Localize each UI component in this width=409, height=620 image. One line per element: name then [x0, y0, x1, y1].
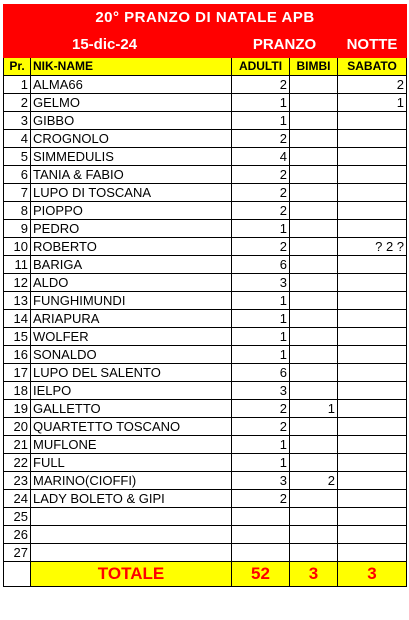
bimbi-cell[interactable]: 1 — [290, 400, 338, 418]
col-header-bimbi[interactable]: BIMBI — [290, 58, 338, 76]
adulti-cell[interactable]: 2 — [232, 166, 290, 184]
row-number-cell[interactable]: 25 — [4, 508, 31, 526]
notte-label[interactable]: NOTTE — [338, 32, 407, 58]
adulti-cell[interactable]: 2 — [232, 184, 290, 202]
table-row — [4, 76, 407, 94]
sabato-cell[interactable] — [338, 454, 407, 472]
title-row — [4, 5, 407, 32]
table-row — [4, 328, 407, 346]
row-number-cell[interactable]: 23 — [4, 472, 31, 490]
row-number-cell[interactable]: 26 — [4, 526, 31, 544]
table-row — [4, 274, 407, 292]
row-number-cell[interactable]: 8 — [4, 202, 31, 220]
table-row — [4, 526, 407, 544]
bimbi-cell[interactable] — [290, 544, 338, 562]
pranzo-label[interactable]: PRANZO — [232, 32, 338, 58]
sabato-cell[interactable] — [338, 382, 407, 400]
bimbi-cell[interactable] — [290, 238, 338, 256]
sabato-cell[interactable] — [338, 274, 407, 292]
row-number-cell[interactable]: 14 — [4, 310, 31, 328]
row-number-cell[interactable]: 24 — [4, 490, 31, 508]
adulti-cell[interactable]: 3 — [232, 274, 290, 292]
event-title[interactable]: 20° PRANZO DI NATALE APB — [4, 5, 407, 32]
adulti-cell[interactable]: 6 — [232, 364, 290, 382]
nickname-cell[interactable]: TANIA & FABIO — [31, 166, 232, 184]
table-row — [4, 220, 407, 238]
sabato-cell[interactable]: 1 — [338, 94, 407, 112]
bimbi-cell[interactable] — [290, 508, 338, 526]
row-number-cell[interactable]: 22 — [4, 454, 31, 472]
adulti-cell[interactable] — [232, 508, 290, 526]
sabato-cell[interactable]: ? 2 ? — [338, 238, 407, 256]
row-number-cell[interactable]: 3 — [4, 112, 31, 130]
adulti-cell[interactable]: 1 — [232, 436, 290, 454]
nickname-cell[interactable]: GELMO — [31, 94, 232, 112]
bimbi-cell[interactable] — [290, 94, 338, 112]
adulti-cell[interactable]: 2 — [232, 130, 290, 148]
adulti-cell[interactable]: 1 — [232, 346, 290, 364]
total-adulti[interactable]: 52 — [232, 562, 290, 587]
nickname-cell[interactable] — [31, 544, 232, 562]
totals-label[interactable]: TOTALE — [31, 562, 232, 587]
col-header-sabato[interactable]: SABATO — [338, 58, 407, 76]
sabato-cell[interactable] — [338, 544, 407, 562]
table-row — [4, 166, 407, 184]
nickname-cell[interactable]: MUFLONE — [31, 436, 232, 454]
row-number-cell[interactable]: 17 — [4, 364, 31, 382]
row-number-cell[interactable]: 18 — [4, 382, 31, 400]
adulti-cell[interactable]: 3 — [232, 382, 290, 400]
table-row — [4, 94, 407, 112]
adulti-cell[interactable]: 2 — [232, 400, 290, 418]
nickname-cell[interactable]: WOLFER — [31, 328, 232, 346]
bimbi-cell[interactable] — [290, 76, 338, 94]
row-number-cell[interactable]: 9 — [4, 220, 31, 238]
nickname-cell[interactable]: LADY BOLETO & GIPI — [31, 490, 232, 508]
table-row — [4, 436, 407, 454]
sabato-cell[interactable] — [338, 508, 407, 526]
sabato-cell[interactable] — [338, 292, 407, 310]
row-number-cell[interactable]: 13 — [4, 292, 31, 310]
sabato-cell[interactable] — [338, 526, 407, 544]
sabato-cell[interactable] — [338, 112, 407, 130]
adulti-cell[interactable]: 2 — [232, 76, 290, 94]
event-date[interactable]: 15-dic-24 — [4, 32, 232, 58]
nickname-cell[interactable]: QUARTETTO TOSCANO — [31, 418, 232, 436]
sabato-cell[interactable] — [338, 256, 407, 274]
nickname-cell[interactable]: GIBBO — [31, 112, 232, 130]
sabato-cell[interactable] — [338, 364, 407, 382]
adulti-cell[interactable]: 1 — [232, 292, 290, 310]
bimbi-cell[interactable] — [290, 256, 338, 274]
adulti-cell[interactable]: 2 — [232, 202, 290, 220]
nickname-cell[interactable]: LUPO DEL SALENTO — [31, 364, 232, 382]
bimbi-cell[interactable] — [290, 418, 338, 436]
bimbi-cell[interactable] — [290, 454, 338, 472]
column-header-row — [4, 58, 407, 76]
adulti-cell[interactable] — [232, 526, 290, 544]
table-row — [4, 148, 407, 166]
nickname-cell[interactable]: FULL — [31, 454, 232, 472]
nickname-cell[interactable]: CROGNOLO — [31, 130, 232, 148]
sabato-cell[interactable] — [338, 346, 407, 364]
table-row — [4, 472, 407, 490]
adulti-cell[interactable]: 1 — [232, 94, 290, 112]
adulti-cell[interactable]: 1 — [232, 220, 290, 238]
table-row — [4, 310, 407, 328]
nickname-cell[interactable]: ALMA66 — [31, 76, 232, 94]
row-number-cell[interactable]: 6 — [4, 166, 31, 184]
nickname-cell[interactable]: IELPO — [31, 382, 232, 400]
row-number-cell[interactable]: 21 — [4, 436, 31, 454]
sabato-cell[interactable] — [338, 130, 407, 148]
total-sabato[interactable]: 3 — [338, 562, 407, 587]
bimbi-cell[interactable] — [290, 166, 338, 184]
sabato-cell[interactable] — [338, 202, 407, 220]
bimbi-cell[interactable] — [290, 346, 338, 364]
table-row — [4, 184, 407, 202]
row-number-cell[interactable]: 19 — [4, 400, 31, 418]
table-row — [4, 544, 407, 562]
table-row — [4, 256, 407, 274]
nickname-cell[interactable]: PIOPPO — [31, 202, 232, 220]
sabato-cell[interactable]: 2 — [338, 76, 407, 94]
table-row — [4, 202, 407, 220]
table-row — [4, 418, 407, 436]
sabato-cell[interactable] — [338, 310, 407, 328]
table-row — [4, 400, 407, 418]
row-number-cell[interactable]: 15 — [4, 328, 31, 346]
bimbi-cell[interactable]: 2 — [290, 472, 338, 490]
total-bimbi[interactable]: 3 — [290, 562, 338, 587]
row-number-cell[interactable]: 2 — [4, 94, 31, 112]
nickname-cell[interactable]: SONALDO — [31, 346, 232, 364]
bimbi-cell[interactable] — [290, 436, 338, 454]
sabato-cell[interactable] — [338, 166, 407, 184]
bimbi-cell[interactable] — [290, 274, 338, 292]
table-row — [4, 238, 407, 256]
row-number-cell[interactable]: 16 — [4, 346, 31, 364]
row-number-cell[interactable]: 27 — [4, 544, 31, 562]
nickname-cell[interactable]: ARIAPURA — [31, 310, 232, 328]
table-row — [4, 364, 407, 382]
sabato-cell[interactable] — [338, 472, 407, 490]
adulti-cell[interactable]: 2 — [232, 238, 290, 256]
nickname-cell[interactable]: SIMMEDULIS — [31, 148, 232, 166]
table-row — [4, 382, 407, 400]
table-row — [4, 508, 407, 526]
sabato-cell[interactable] — [338, 400, 407, 418]
sabato-cell[interactable] — [338, 418, 407, 436]
nickname-cell[interactable]: ALDO — [31, 274, 232, 292]
participants-table — [3, 4, 407, 587]
table-row — [4, 292, 407, 310]
bimbi-cell[interactable] — [290, 202, 338, 220]
sabato-cell[interactable] — [338, 328, 407, 346]
bimbi-cell[interactable] — [290, 526, 338, 544]
totals-row — [4, 562, 407, 587]
sabato-cell[interactable] — [338, 436, 407, 454]
bimbi-cell[interactable] — [290, 328, 338, 346]
bimbi-cell[interactable] — [290, 130, 338, 148]
adulti-cell[interactable]: 1 — [232, 454, 290, 472]
spreadsheet — [3, 4, 406, 587]
bimbi-cell[interactable] — [290, 490, 338, 508]
table-row — [4, 130, 407, 148]
nickname-cell[interactable] — [31, 508, 232, 526]
row-number-cell[interactable]: 4 — [4, 130, 31, 148]
bimbi-cell[interactable] — [290, 310, 338, 328]
nickname-cell[interactable]: BARIGA — [31, 256, 232, 274]
sabato-cell[interactable] — [338, 220, 407, 238]
row-number-cell[interactable]: 10 — [4, 238, 31, 256]
nickname-cell[interactable]: FUNGHIMUNDI — [31, 292, 232, 310]
adulti-cell[interactable]: 1 — [232, 310, 290, 328]
sabato-cell[interactable] — [338, 490, 407, 508]
adulti-cell[interactable]: 1 — [232, 112, 290, 130]
sabato-cell[interactable] — [338, 184, 407, 202]
row-number-cell[interactable]: 7 — [4, 184, 31, 202]
bimbi-cell[interactable] — [290, 112, 338, 130]
table-row — [4, 112, 407, 130]
col-header-pr[interactable]: Pr. — [4, 58, 31, 76]
row-number-cell[interactable]: 11 — [4, 256, 31, 274]
bimbi-cell[interactable] — [290, 148, 338, 166]
nickname-cell[interactable]: ROBERTO — [31, 238, 232, 256]
totals-blank-cell[interactable] — [4, 562, 31, 587]
row-number-cell[interactable]: 1 — [4, 76, 31, 94]
date-row — [4, 32, 407, 58]
bimbi-cell[interactable] — [290, 364, 338, 382]
nickname-cell[interactable] — [31, 526, 232, 544]
adulti-cell[interactable]: 3 — [232, 472, 290, 490]
adulti-cell[interactable] — [232, 544, 290, 562]
table-row — [4, 490, 407, 508]
adulti-cell[interactable]: 2 — [232, 490, 290, 508]
bimbi-cell[interactable] — [290, 220, 338, 238]
bimbi-cell[interactable] — [290, 292, 338, 310]
row-number-cell[interactable]: 12 — [4, 274, 31, 292]
sabato-cell[interactable] — [338, 148, 407, 166]
table-row — [4, 346, 407, 364]
table-row — [4, 454, 407, 472]
adulti-cell[interactable]: 6 — [232, 256, 290, 274]
nickname-cell[interactable]: GALLETTO — [31, 400, 232, 418]
row-number-cell[interactable]: 20 — [4, 418, 31, 436]
col-header-adulti[interactable]: ADULTI — [232, 58, 290, 76]
bimbi-cell[interactable] — [290, 184, 338, 202]
row-number-cell[interactable]: 5 — [4, 148, 31, 166]
adulti-cell[interactable]: 2 — [232, 418, 290, 436]
nickname-cell[interactable]: PEDRO — [31, 220, 232, 238]
adulti-cell[interactable]: 4 — [232, 148, 290, 166]
col-header-nik-name[interactable]: NIK-NAME — [31, 58, 232, 76]
bimbi-cell[interactable] — [290, 382, 338, 400]
nickname-cell[interactable]: MARINO(CIOFFI) — [31, 472, 232, 490]
nickname-cell[interactable]: LUPO DI TOSCANA — [31, 184, 232, 202]
adulti-cell[interactable]: 1 — [232, 328, 290, 346]
